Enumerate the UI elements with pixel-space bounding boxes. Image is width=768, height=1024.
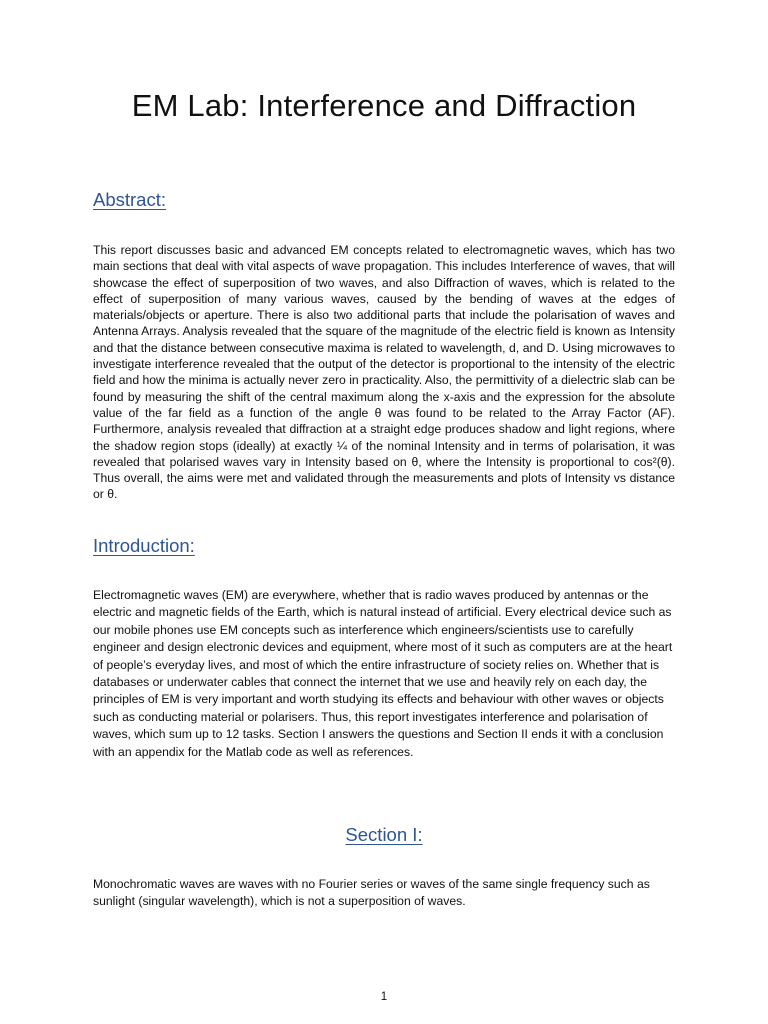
document-title: EM Lab: Interference and Diffraction — [131, 88, 637, 123]
section-1-paragraph: Monochromatic waves are waves with no Fourier series or waves of the same single frequency such as sunlight (singular wavelength), which is not a superposition of waves. — [93, 877, 650, 909]
page-number: 1 — [380, 991, 388, 1003]
abstract-paragraph: This report discusses basic and advanced EM concepts related to electromagnetic waves, which has two main sections that deal with vital aspects of wave propagation. This includes Interference of waves, that will showcase the effect of superposition of two waves, and also Diffraction of waves, which is related to the effect of superposition of many various waves, caused by the bending of waves at the edges of materials/objects or aperture. There is also two additional parts that include the polarisation of waves and Antenna Arrays. Analysis revealed that the square of the magnitude of the electric field is known as Intensity and that the distance between consecutive maxima is related to wavelength, d, and D. Using microwaves to investigate interference revealed that the output of the detector is proportional to the intensity of the electric field and how the minima is actually never zero in practicality. Also, the permittivity of a dielectric slab can be found by measuring the shift of the central maximum along the x-axis and the expression for the absolute value of the far field as a function of the angle θ was found to be related to the Array Factor (AF). Furthermore, analysis revealed that diffraction at a straight edge produces shadow and light regions, where the shadow region stops (ideally) at exactly ¼ of the nominal Intensity and in terms of polarisation, it was revealed that polarised waves vary in Intensity based on θ, where the Intensity is proportional to cos²(θ). Thus overall, the aims were met and validated through the measurements and plots of Intensity vs distance or θ. — [93, 243, 675, 502]
section-1-heading: Section I: — [345, 824, 423, 845]
introduction-heading: Introduction: — [93, 535, 195, 556]
introduction-paragraph: Electromagnetic waves (EM) are everywhere, whether that is radio waves produced by antennas or the electric and magnetic fields of the Earth, which is natural instead of artificial. Every electrical device such as our mobile phones use EM concepts such as interference which engineers/scientists use to carefully engineer and design electronic devices and equipment, where most of it such as computers are at the heart of people’s everyday lives, and most of which the entire infrastructure of society relies on. Whether that is databases or underwater cables that connect the internet that we use and heavily rely on each day, the principles of EM is very important and worth studying its effects and behaviour with other waves or objects such as conducting material or polarisers. Thus, this report investigates interference and polarisation of waves, which sum up to 12 tasks. Section I answers the questions and Section II ends it with a conclusion with an appendix for the Matlab code as well as references. — [93, 588, 673, 759]
abstract-heading: Abstract: — [93, 189, 166, 210]
